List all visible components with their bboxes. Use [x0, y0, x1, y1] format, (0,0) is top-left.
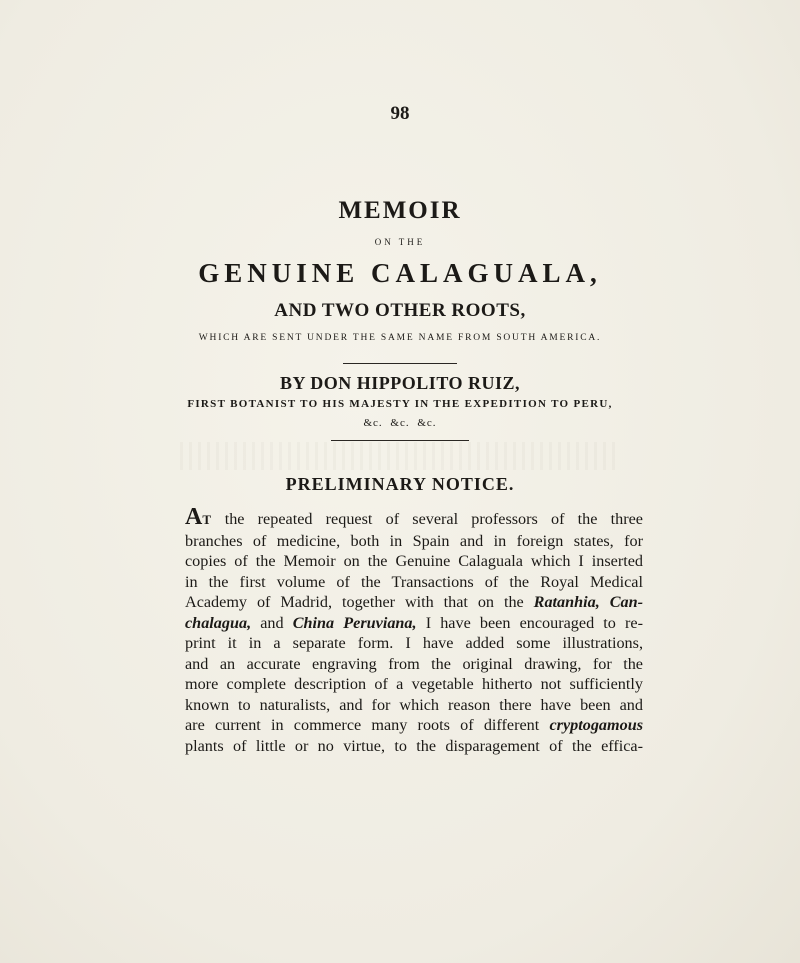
text-line: AT the repeated request of several professors of the three	[185, 504, 643, 530]
text-line: branches of medicine, both in Spain and in foreign states, for	[185, 531, 643, 550]
text-line: in the first volume of the Transactions of the Royal Medical	[185, 572, 643, 591]
italic-term: chalagua,	[185, 613, 252, 632]
divider-rule	[343, 363, 457, 364]
drop-cap: A	[185, 504, 203, 530]
two-roots-subtitle: AND TWO OTHER ROOTS,	[274, 300, 526, 321]
on-the-subtitle: ON THE	[374, 237, 426, 247]
page-number: 98	[390, 103, 410, 124]
text-line: more complete description of a vegetable hitherto not sufficiently	[185, 675, 643, 693]
which-subtitle: WHICH ARE SENT UNDER THE SAME NAME FROM SOUTH AMERICA.	[198, 333, 602, 343]
text-line: plants of little or no virtue, to the disparagement of the effica-	[185, 736, 643, 755]
text-line: and an accurate engraving from the original drawing, for the	[185, 654, 643, 673]
body-paragraph	[185, 504, 643, 756]
text-line: chalagua, and China Peruviana, I have been encouraged to re-	[185, 613, 643, 632]
italic-term: cryptogamous	[549, 716, 643, 734]
text-line: print it in a separate form. I have added some illustrations,	[185, 634, 643, 652]
author-etc: &c. &c. &c.	[363, 417, 437, 429]
text-line: copies of the Memoir on the Genuine Calaguala which I inserted	[185, 552, 643, 570]
text-line: known to naturalists, and for which reason there have been and	[185, 695, 643, 714]
section-title: PRELIMINARY NOTICE.	[285, 474, 515, 494]
italic-term: Ratanhia, Can-	[533, 593, 643, 611]
memoir-title: MEMOIR	[338, 197, 462, 224]
genuine-calaguala-title: GENUINE CALAGUALA,	[198, 258, 602, 288]
author-title: FIRST BOTANIST TO HIS MAJESTY IN THE EXPEDITION TO PERU,	[187, 398, 613, 410]
show-through-bleed	[180, 442, 620, 470]
divider-rule	[331, 440, 469, 441]
small-caps: T	[202, 512, 212, 527]
italic-term: China Peruviana,	[292, 613, 417, 632]
text-line: are current in commerce many roots of different cryptogamous	[185, 716, 643, 734]
text-line: Academy of Madrid, together with that on the Ratanhia, Can-	[185, 593, 643, 611]
author-byline: BY DON HIPPOLITO RUIZ,	[279, 373, 521, 393]
